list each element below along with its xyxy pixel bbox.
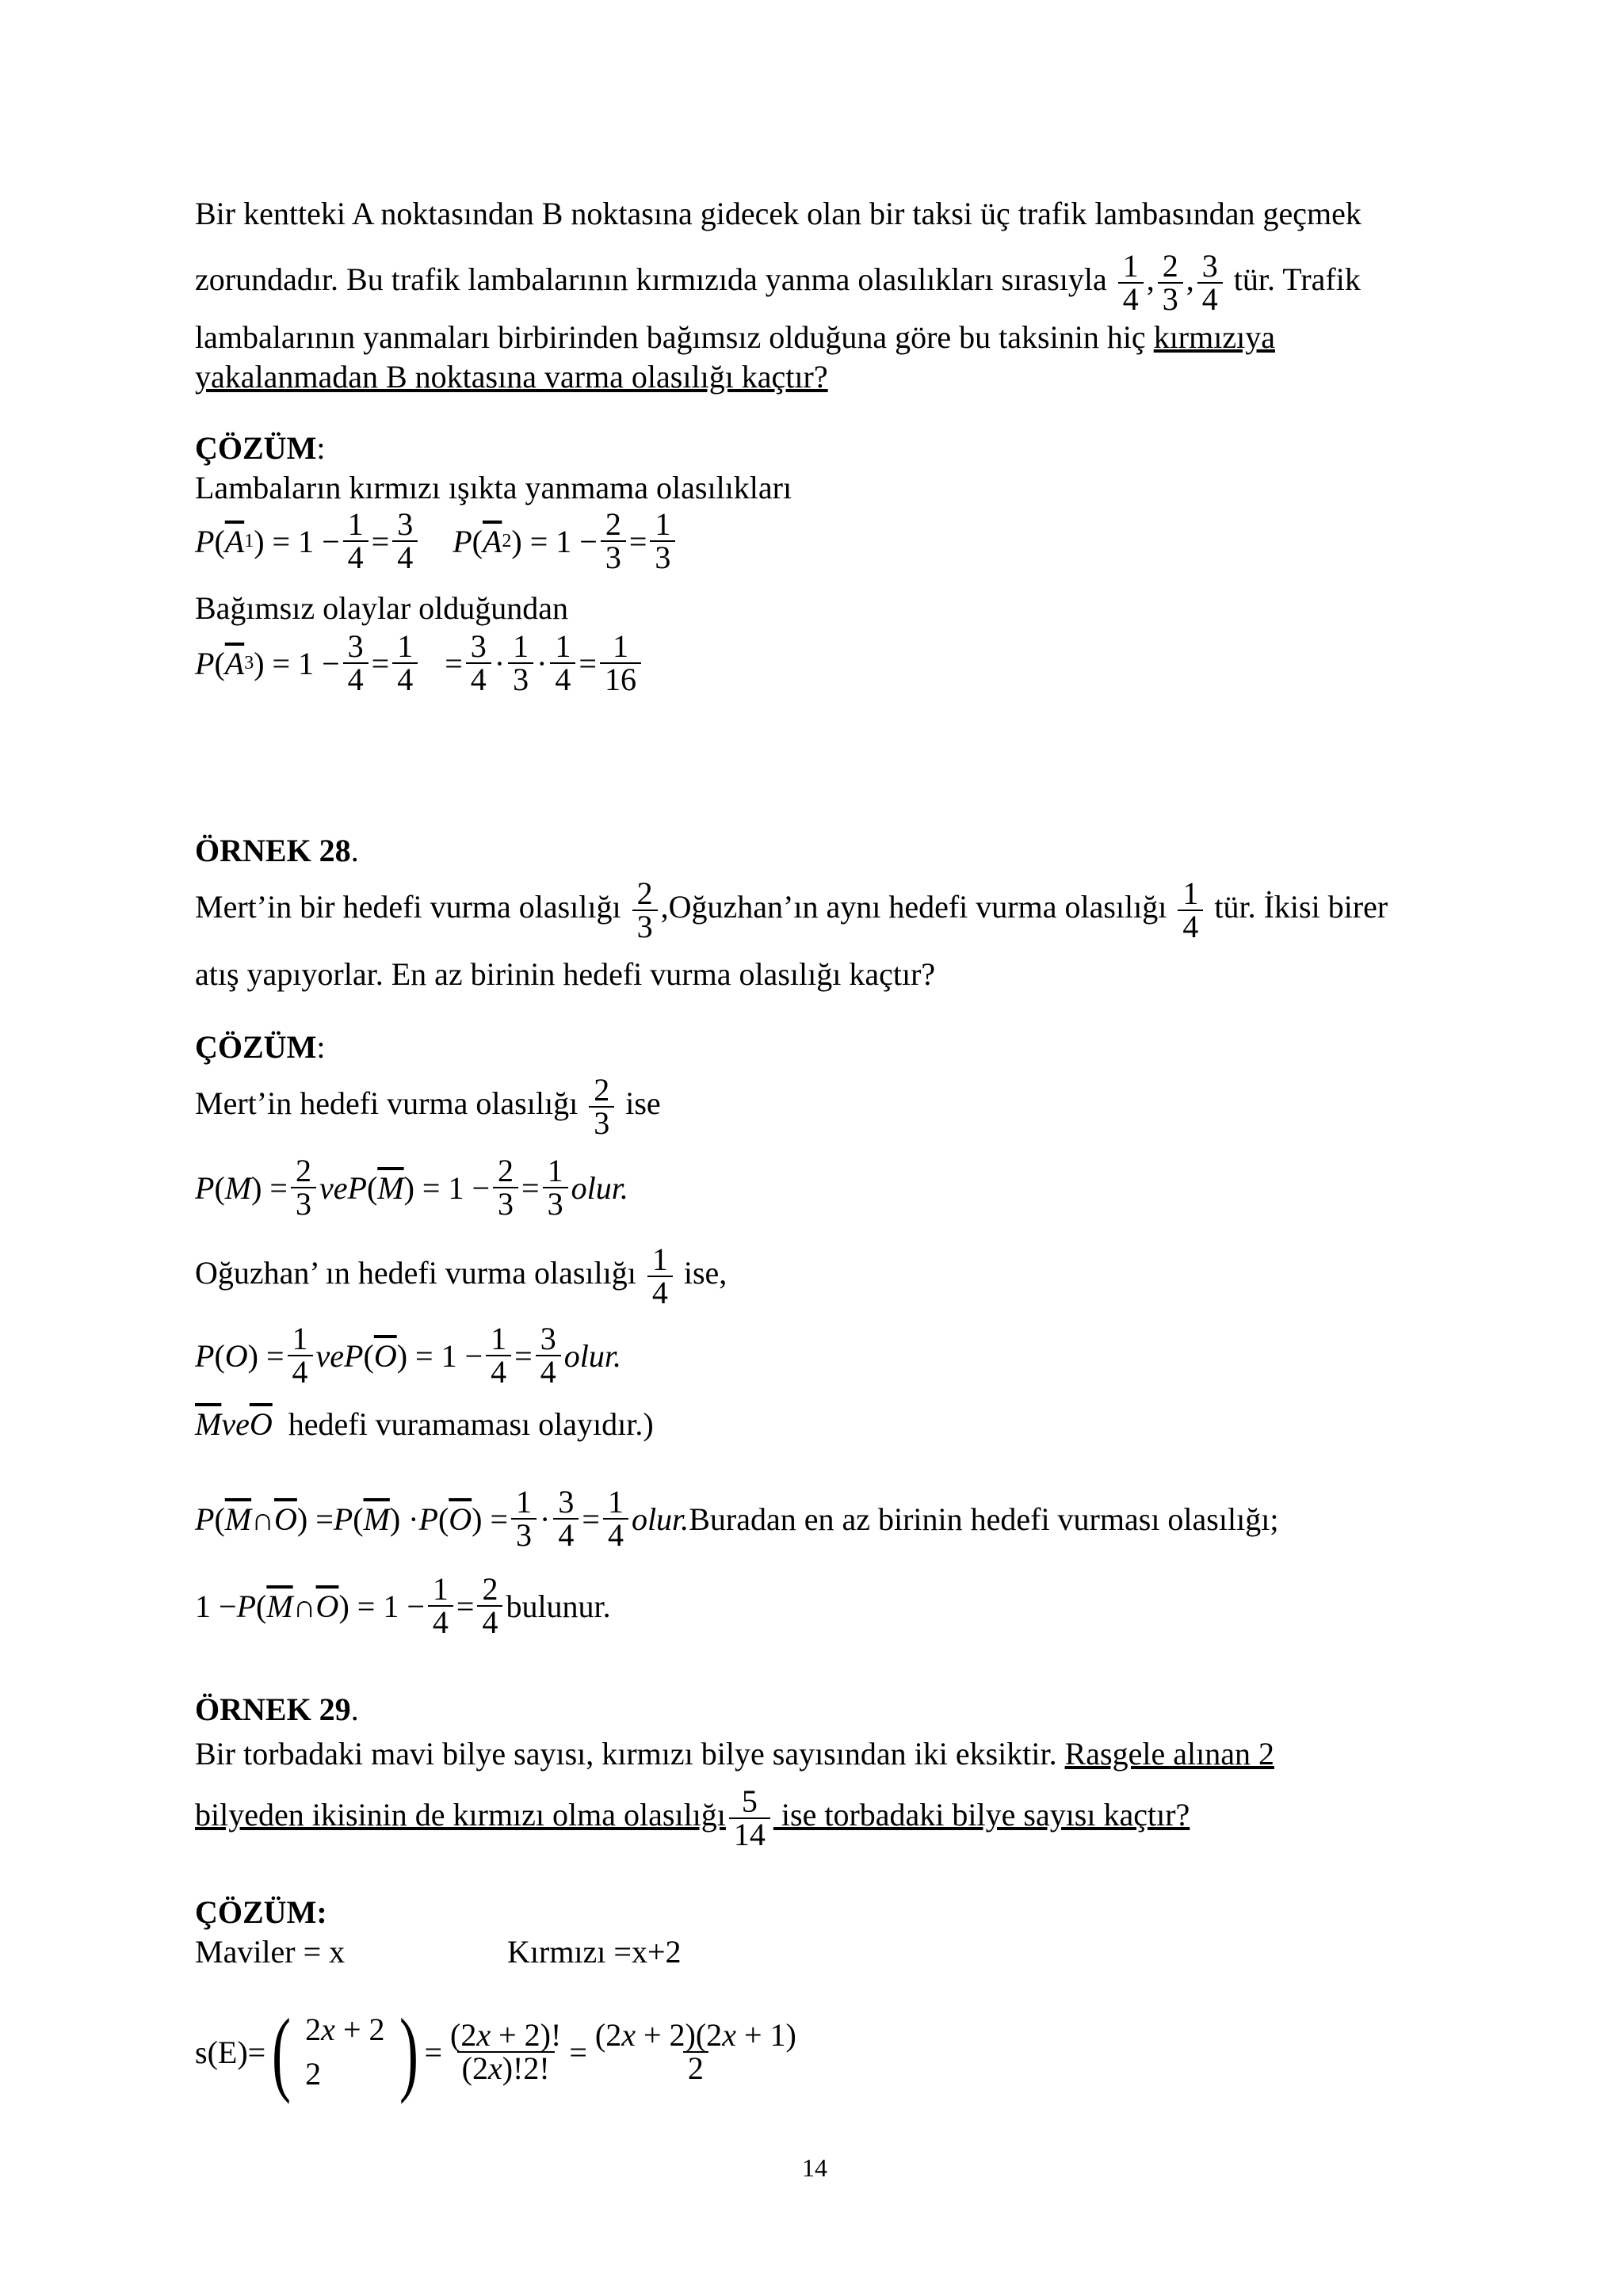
problem27-underlined: kırmızıya xyxy=(1153,319,1275,355)
problem28-formula-mert: P ( M ) = $\frac{2}{3}$ veP ( $\overline{M}$ ) = 1 − $\frac{2}{3}$ = $\frac{1}{3}$ olur. xyxy=(195,1153,628,1222)
problem27-line1: Bir kentteki A noktasından B noktasına gidecek olan bir taksi üç trafik lambasından geçmek xyxy=(195,196,1361,231)
problem27-solution-line1: Lambaların kırmızı ışıkta yanmama olasılıkları xyxy=(195,470,792,505)
problem29-formula-se: s(E)= ( 2x + 2 2 ) = $\frac{(2x + 2)!}{(2x)!2!}$ = $\frac{(2x + 2)(2x + 1)}{2}$ xyxy=(195,1999,796,2104)
fraction: $\frac{3}{4}$ xyxy=(1197,250,1223,315)
problem29-maviler: Maviler = x xyxy=(195,1934,346,1970)
problem27-line4: yakalanmadan B noktasına varma olasılığı kaçtır? xyxy=(195,359,828,395)
problem28-formula-intersection: P ( $\overline{M}$ ∩ $\overline{O}$ ) = P ( $\overline{M}$ ) · P ( $\overline{O}$ ) = $\frac{1}{3}$ · $\frac{3}{4}$ = $\frac{1}{4}$ olur. Buradan en az birinin hedefi vurması olasılığı; xyxy=(195,1484,1279,1553)
problem29-solution-heading: ÇÖZÜM: xyxy=(195,1894,327,1930)
problem28-mert-line: Mert’in hedefi vurma olasılığı $\frac{2}{3}$ ise xyxy=(195,1072,661,1141)
problem29-kirmizi: Kırmızı =x+2 xyxy=(507,1934,682,1970)
page-number: 14 xyxy=(802,2153,827,2182)
problem27-formula-2: P ( $\overline{A}$ 3 ) = 1 − $\frac{3}{4}$ = $\frac{1}{4}$ = $\frac{3}{4}$ · $\frac{1}{3}$ · $\frac{1}{4}$ = $\frac{1}{16}$ xyxy=(195,631,644,696)
problem28-title: ÖRNEK 28. xyxy=(195,833,359,868)
problem29-line2: bilyeden ikisinin de kırmızı olma olasılığı $\frac{5}{14}$ ise torbadaki bilye sayısı kaçtır? xyxy=(195,1783,1190,1852)
problem28-oguz-line: Oğuzhan’ ın hedefi vurma olasılığı $\frac{1}{4}$ ise, xyxy=(195,1241,727,1310)
problem29-line1: Bir torbadaki mavi bilye sayısı, kırmızı bilye sayısından iki eksiktir. Rasgele alınan 2 xyxy=(195,1736,1274,1772)
fraction: $\frac{2}{3}$ xyxy=(1158,250,1183,315)
problem27-line2-post: tür. Trafik xyxy=(1233,261,1361,298)
problem27-line2: zorundadır. Bu trafik lambalarının kırmızıda yanma olasılıkları sırasıyla $\frac{1}{4}$ , $\frac{2}{3}$ , $\frac{3}{4}$ tür. Trafik xyxy=(195,248,1361,317)
problem28-event-line: $\overline{M}ve\overline{O}$ hedefi vuramaması olayıdır.) xyxy=(195,1406,654,1442)
problem29-title: ÖRNEK 29. xyxy=(195,1691,359,1727)
problem27-solution-line2: Bağımsız olaylar olduğundan xyxy=(195,590,569,626)
fraction: $\frac{1}{4}$ xyxy=(1118,250,1144,315)
problem28-formula-final: 1 − P ( $\overline{M}$ ∩ $\overline{O}$ ) = 1 − $\frac{1}{4}$ = $\frac{2}{4}$ bulunur. xyxy=(195,1571,611,1640)
problem27-solution-heading: ÇÖZÜM: xyxy=(195,430,326,466)
problem28-formula-oguz: P ( O ) = $\frac{1}{4}$ veP ( $\overline{O}$ ) = 1 − $\frac{1}{4}$ = $\frac{3}{4}$ olur. xyxy=(195,1321,621,1390)
problem27-line3-text: lambalarının yanmaları birbirinden bağımsız olduğuna göre bu taksinin hiç xyxy=(195,319,1146,355)
problem28-line1: Mert’in bir hedefi vurma olasılığı $\frac{2}{3}$ ,Oğuzhan’ın aynı hedefi vurma olasılığı $\frac{1}{4}$ tür. İkisi birer xyxy=(195,875,1388,944)
problem27-line3 xyxy=(195,318,1275,357)
problem28-solution-heading: ÇÖZÜM: xyxy=(195,1029,326,1065)
problem27-formula-1: P ( $\overline{A}$ 1 ) = 1 − $\frac{1}{4}$ = $\frac{3}{4}$ P ( $\overline{A}$ 2 ) = 1 − $\frac{2}{3}$ = $\frac{1}{3}$ xyxy=(195,509,678,574)
problem27-line2-text: zorundadır. Bu trafik lambalarının kırmızıda yanma olasılıkları sırasıyla xyxy=(195,261,1107,298)
problem28-line2: atış yapıyorlar. En az birinin hedefi vurma olasılığı kaçtır? xyxy=(195,956,936,992)
